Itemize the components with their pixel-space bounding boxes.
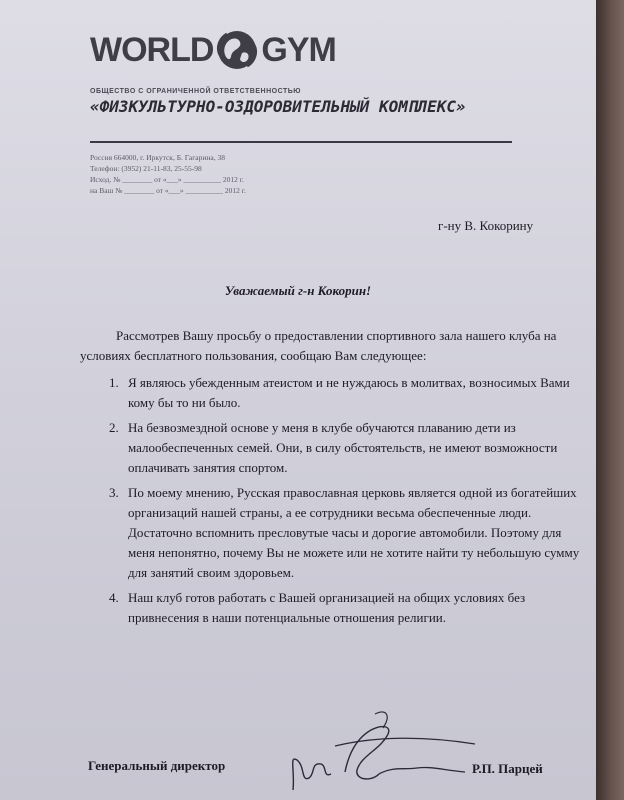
company-name: «ФИЗКУЛЬТУРНО-ОЗДОРОВИТЕЛЬНЫЙ КОМПЛЕКС» bbox=[90, 97, 466, 116]
signature bbox=[275, 700, 485, 800]
logo-word-left: WORLD bbox=[90, 30, 214, 69]
incoming-reference: на Ваш № ________ от «___» __________ 2012 г. bbox=[90, 186, 246, 195]
world-gym-logo bbox=[90, 24, 336, 76]
background-edge bbox=[596, 0, 624, 800]
signatory-name: Р.П. Парцей bbox=[472, 761, 543, 776]
globe-icon bbox=[215, 28, 259, 72]
list-item: 4. Наш клуб готов работать с Вашей организацией на общих условиях без привнесения в наши потенциальные отношения религии. bbox=[122, 588, 580, 628]
company-phone: Телефон: (3952) 21-11-83, 25-55-98 bbox=[90, 164, 202, 173]
greeting: Уважаемый г-н Кокорин! bbox=[224, 283, 372, 298]
company-type: ОБЩЕСТВО С ОГРАНИЧЕННОЙ ОТВЕТСТВЕННОСТЬЮ bbox=[90, 88, 301, 95]
logo-word-right: GYM bbox=[261, 30, 336, 69]
signatory-title: Генеральный директор bbox=[88, 758, 226, 773]
letterhead-details bbox=[90, 152, 246, 196]
company-address: Россия 664000, г. Иркутск, Б. Гагарина, 38 bbox=[90, 153, 225, 162]
list-item: 2. На безвозмездной основе у меня в клубе обучаются плаванию дети из малообеспеченных семей. Они, в силу обстоятельств, не имеют возможности оплачивать занятия спортом. bbox=[122, 418, 580, 478]
list-item: 3. По моему мнению, Русская православная церковь является одной из богатейших организаций нашей страны, а ее сотрудники весьма обеспеченные люди. Достаточно вспомнить пресловутые часы и дорогие автомобили. Поэтому для меня непонятно, почему Вы не можете или не хотите найти ту небольшую сумму для занятий своим здоровьем. bbox=[122, 483, 580, 583]
recipient: г-ну В. Кокорину bbox=[438, 218, 534, 233]
letter-body bbox=[80, 326, 580, 633]
points-list bbox=[80, 373, 580, 628]
intro-paragraph: Рассмотрев Вашу просьбу о предоставлении спортивного зала нашего клуба на условиях бесплатного пользования, сообщаю Вам следующее: bbox=[80, 328, 557, 363]
list-item: 1. Я являюсь убежденным атеистом и не нуждаюсь в молитвах, возносимых Вами кому бы то ни было. bbox=[122, 373, 580, 413]
letterhead-divider bbox=[90, 141, 512, 143]
outgoing-reference: Исход. № ________ от «___» __________ 2012 г. bbox=[90, 175, 244, 184]
